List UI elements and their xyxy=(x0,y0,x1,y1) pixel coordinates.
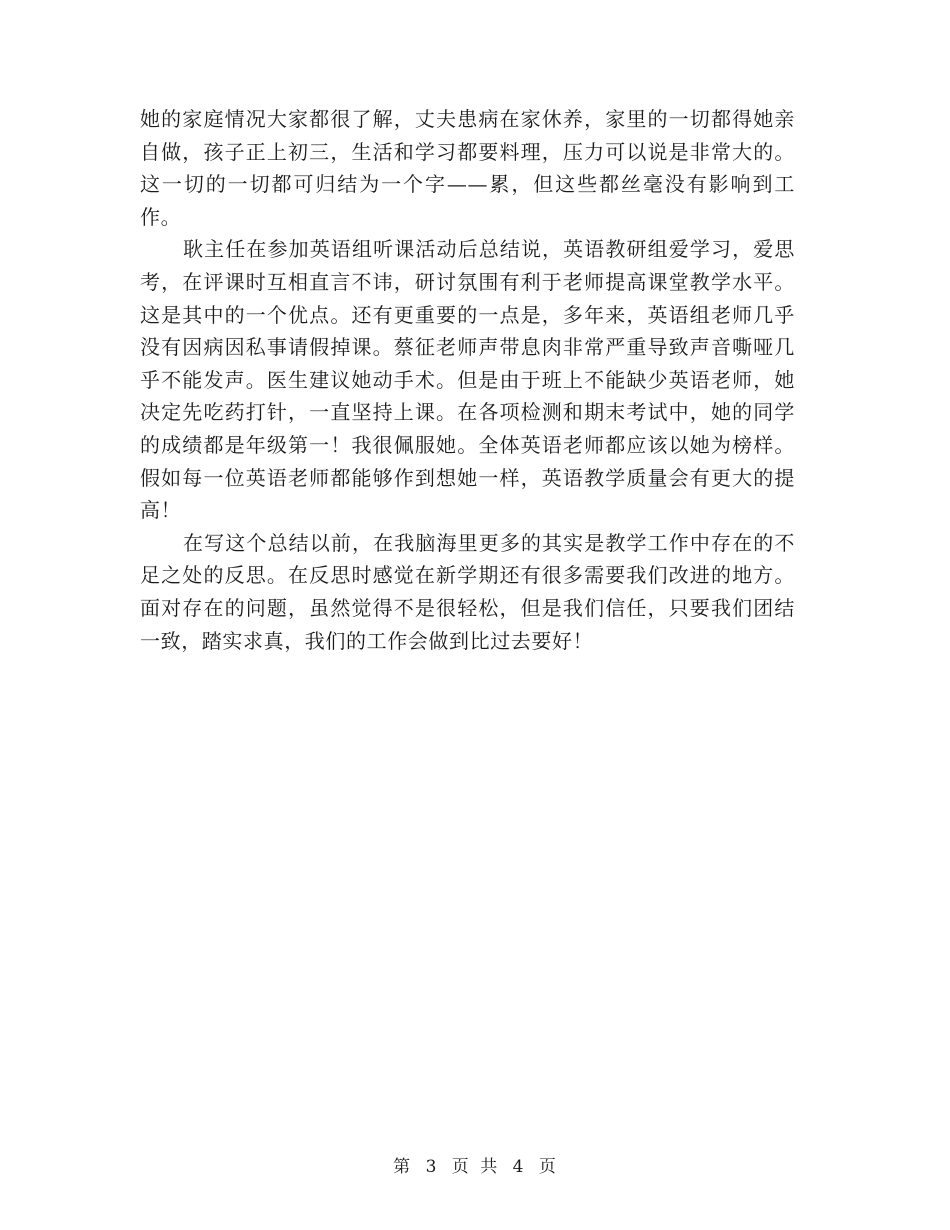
current-page-number: 3 xyxy=(425,1157,438,1177)
paragraph-1: 她的家庭情况大家都很了解，丈夫患病在家休养，家里的一切都得她亲自做，孩子正上初三，生活和学习都要料理，压力可以说是非常大的。这一切的一切都可归结为一个字——累，但这些都丝毫没有影响到工作。 xyxy=(140,107,795,229)
document-body xyxy=(140,103,795,657)
paragraph-2: 耿主任在参加英语组听课活动后总结说，英语教研组爱学习，爱思考，在评课时互相直言不讳，研讨氛围有利于老师提高课堂教学水平。这是其中的一个优点。还有更重要的一点是，多年来，英语组老师几乎没有因病因私事请假掉课。蔡征老师声带息肉非常严重导致声音嘶哑几乎不能发声。医生建议她动手术。但是由于班上不能缺少英语老师，她决定先吃药打针，一直坚持上课。在各项检测和期末考试中，她的同学的成绩都是年级第一！我很佩服她。全体英语老师都应该以她为榜样。假如每一位英语老师都能够作到想她一样，英语教学质量会有更大的提高！ xyxy=(140,237,795,523)
page-label-mid: 页 共 xyxy=(451,1157,499,1177)
total-pages-number: 4 xyxy=(512,1157,525,1177)
page-footer xyxy=(0,1152,950,1177)
paragraph-3: 在写这个总结以前，在我脑海里更多的其实是教学工作中存在的不足之处的反思。在反思时感觉在新学期还有很多需要我们改进的地方。面对存在的问题，虽然觉得不是很轻松，但是我们信任，只要我们团结一致，踏实求真，我们的工作会做到比过去要好！ xyxy=(140,530,795,653)
page-label-prefix: 第 xyxy=(393,1157,412,1177)
page-label-suffix: 页 xyxy=(538,1157,557,1177)
